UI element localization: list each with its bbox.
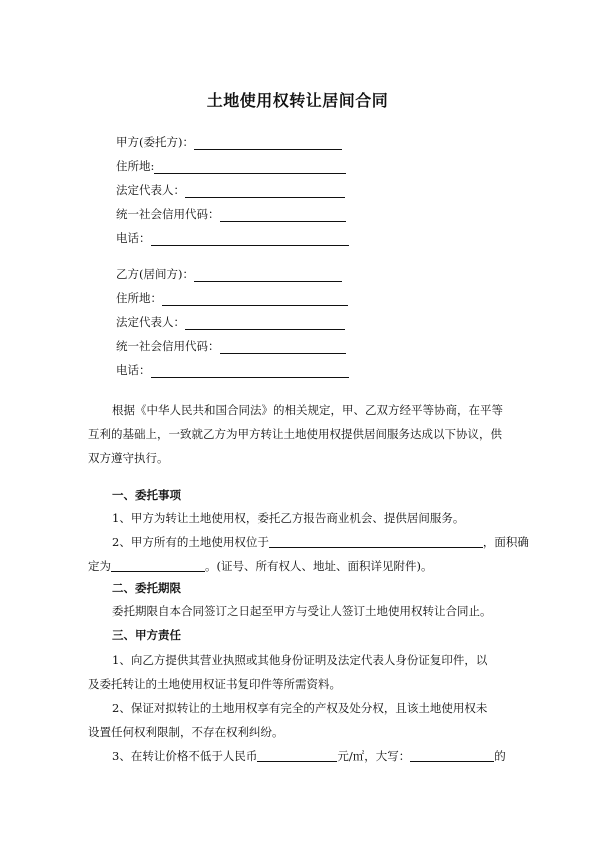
intro-paragraph [88, 398, 508, 470]
party-b-address-label: 住所地： [116, 291, 162, 305]
party-a-name-line[interactable] [194, 135, 342, 150]
party-a-phone-line[interactable] [151, 231, 349, 246]
party-a-rep-line[interactable] [185, 183, 345, 198]
price-blank[interactable] [257, 749, 337, 762]
party-a-address-label: 住所地: [116, 159, 155, 173]
party-a-name-field [116, 132, 342, 150]
section-3-item-3-line-1 [112, 748, 506, 764]
party-a-address-field [116, 156, 346, 174]
section-2-heading: 二、委托期限 [112, 581, 181, 595]
party-b-address-line[interactable] [162, 291, 348, 306]
party-a-credit-field [116, 204, 346, 222]
party-a-rep-label: 法定代表人： [116, 183, 185, 197]
party-b-name-field [116, 264, 342, 282]
party-a-rep-field [116, 180, 345, 198]
party-b-rep-label: 法定代表人： [116, 315, 185, 329]
item-3-text-c: 的 [494, 749, 506, 763]
party-b-phone-line[interactable] [151, 363, 349, 378]
party-b-phone-field [116, 360, 349, 378]
party-a-credit-label: 统一社会信用代码： [116, 207, 220, 221]
item-3-text-a: 3、在转让价格不低于人民币 [112, 749, 258, 763]
section-3-item-1-line-1: 1、向乙方提供其营业执照或其他身份证明及法定代表人身份证复印件，以 [112, 653, 488, 667]
section-1-item-1: 1、甲方为转让土地使用权，委托乙方报告商业机会、提供居间服务。 [112, 511, 465, 525]
item-2-text-c: 定为 [88, 559, 111, 573]
party-a-credit-line[interactable] [220, 207, 346, 222]
party-b-rep-field [116, 312, 345, 330]
section-3-item-2-line-1: 2、保证对拟转让的土地用权享有完全的产权及处分权，且该土地使用权未 [112, 701, 488, 715]
section-1-item-2-line-1 [112, 534, 529, 550]
section-2-item-1: 委托期限自本合同签订之日起至甲方与受让人签订土地使用权转让合同止。 [112, 604, 492, 618]
section-3-item-1-line-2: 及委托转让的土地使用权证书复印件等所需资料。 [88, 677, 341, 691]
item-2-text-d: 。(证号、所有权人、地址、面积详见附件)。 [205, 559, 433, 573]
item-3-text-b: 元/㎡，大写： [337, 749, 411, 763]
party-b-credit-line[interactable] [220, 339, 346, 354]
section-1-item-2-line-2 [88, 558, 432, 574]
item-2-text-b: ，面积确 [482, 535, 529, 549]
party-b-name-line[interactable] [194, 267, 342, 282]
price-words-blank[interactable] [410, 749, 494, 762]
section-1-heading: 一、委托事项 [112, 488, 181, 502]
party-b-address-field [116, 288, 348, 306]
party-a-phone-label: 电话： [116, 231, 151, 245]
party-b-phone-label: 电话： [116, 363, 151, 377]
party-b-rep-line[interactable] [185, 315, 345, 330]
party-a-label: 甲方(委托方)： [116, 135, 194, 149]
area-blank[interactable] [111, 559, 205, 572]
party-b-credit-field [116, 336, 346, 354]
party-a-phone-field [116, 228, 349, 246]
party-b-credit-label: 统一社会信用代码： [116, 339, 220, 353]
party-b-label: 乙方(居间方)： [116, 267, 194, 281]
party-a-address-line[interactable] [154, 159, 346, 174]
contract-title: 土地使用权转让居间合同 [206, 91, 389, 110]
section-3-item-2-line-2: 设置任何权利限制，不存在权利纠纷。 [88, 725, 284, 739]
location-blank[interactable] [269, 535, 483, 548]
intro-text: 根据《中华人民共和国合同法》的相关规定，甲、乙双方经平等协商，在平等互利的基础上，一致就乙方为甲方转让土地使用权提供居间服务达成以下协议，供双方遵守执行。 [88, 403, 503, 465]
item-2-text-a: 2、甲方所有的土地使用权位于 [112, 535, 269, 549]
section-3-heading: 三、甲方责任 [112, 628, 181, 642]
